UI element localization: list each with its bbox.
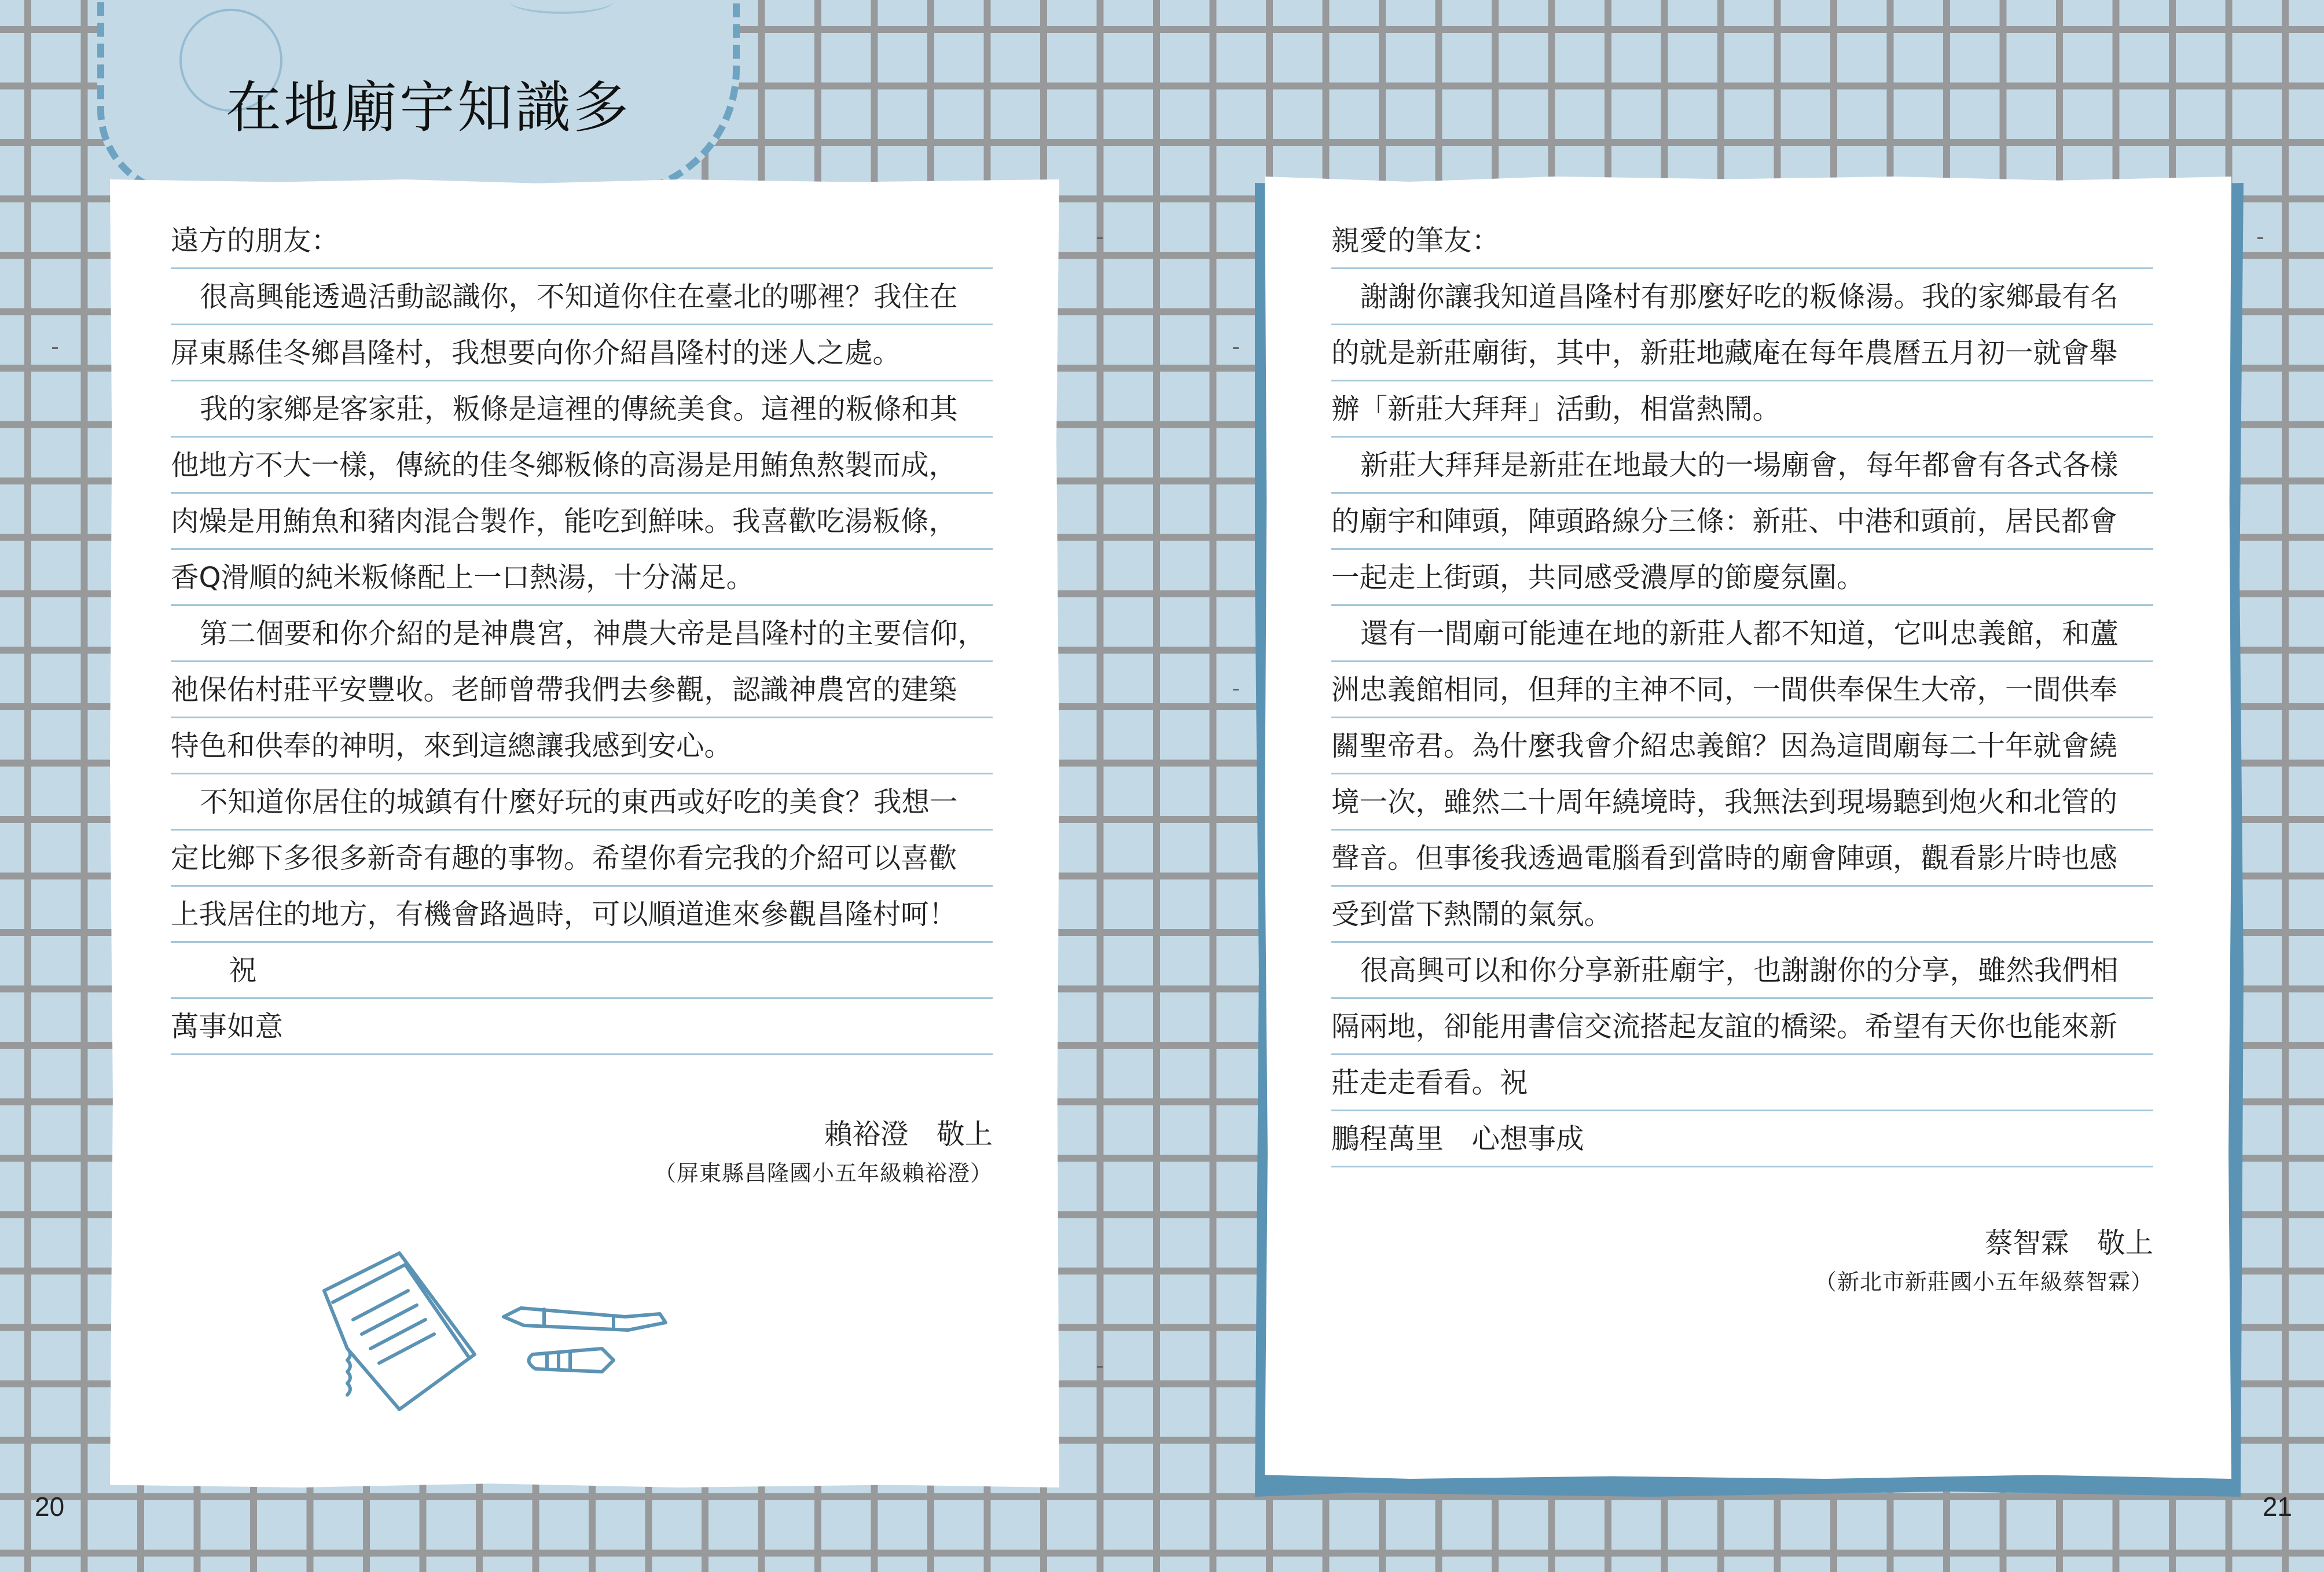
letter-line: 洲忠義館相同，但拜的主神不同，一間供奉保生大帝，一間供奉: [1331, 662, 2153, 718]
letter-line: 的就是新莊廟街，其中，新莊地藏庵在每年農曆五月初一就會舉: [1331, 325, 2153, 381]
page-number-left: 20: [35, 1492, 65, 1522]
signature-right-school: （新北市新莊國小五年級蔡智霖）: [1814, 1269, 2153, 1295]
letter-line: 特色和供奉的神明，來到這總讓我感到安心。: [171, 718, 993, 774]
letter-line: 很高興能透過活動認識你，不知道你住在臺北的哪裡？我住在: [171, 269, 993, 325]
margin-mark: [1233, 689, 1239, 690]
letter-line: 的廟宇和陣頭，陣頭路線分三條：新莊、中港和頭前，居民都會: [1331, 494, 2153, 550]
letter-line: 肉燥是用鮪魚和豬肉混合製作，能吃到鮮味。我喜歡吃湯粄條，: [171, 494, 993, 550]
letter-line: 第二個要和你介紹的是神農宮，神農大帝是昌隆村的主要信仰，: [171, 606, 993, 662]
letter-line: 香Q滑順的純米粄條配上一口熱湯，十分滿足。: [171, 550, 993, 606]
letter-line: 他地方不大一樣，傳統的佳冬鄉粄條的高湯是用鮪魚熬製而成，: [171, 438, 993, 494]
letter-line: 謝謝你讓我知道昌隆村有那麼好吃的粄條湯。我的家鄉最有名: [1331, 269, 2153, 325]
margin-mark: [1097, 237, 1103, 239]
letter-line: 隔兩地，卻能用書信交流搭起友誼的橋梁。希望有天你也能來新: [1331, 999, 2153, 1055]
letter-line: 遠方的朋友：: [171, 213, 993, 269]
signature-left: [654, 1111, 993, 1187]
margin-mark: [1233, 347, 1239, 349]
notepad-pen-illustration: [313, 1239, 695, 1435]
letter-right-body: [1331, 213, 2153, 1167]
page-title: 在地廟宇知識多: [226, 75, 631, 140]
swirl-decoration-2: [509, 0, 614, 14]
letter-line: 關聖帝君。為什麼我會介紹忠義館？因為這間廟每二十年就會繞: [1331, 718, 2153, 774]
letter-line: 不知道你居住的城鎮有什麼好玩的東西或好吃的美食？我想一: [171, 774, 993, 831]
letter-line: 境一次，雖然二十周年繞境時，我無法到現場聽到炮火和北管的: [1331, 774, 2153, 831]
letter-line: 還有一間廟可能連在地的新莊人都不知道，它叫忠義館，和蘆: [1331, 606, 2153, 662]
letter-line: 一起走上街頭，共同感受濃厚的節慶氛圍。: [1331, 550, 2153, 606]
margin-mark: [52, 347, 58, 349]
letter-line: 祂保佑村莊平安豐收。老師曾帶我們去參觀，認識神農宮的建築: [171, 662, 993, 718]
page-number-right: 21: [2262, 1492, 2292, 1522]
signature-left-name: 賴裕澄 敬上: [824, 1118, 993, 1151]
letter-left-body: [171, 213, 993, 1055]
notepad-icon: [324, 1253, 475, 1409]
letter-line: 鵬程萬里 心想事成: [1331, 1111, 2153, 1167]
letter-line: 辦「新莊大拜拜」活動，相當熱鬧。: [1331, 381, 2153, 438]
letter-line: 屏東縣佳冬鄉昌隆村，我想要向你介紹昌隆村的迷人之處。: [171, 325, 993, 381]
letter-line: 定比鄉下多很多新奇有趣的事物。希望你看完我的介紹可以喜歡: [171, 831, 993, 887]
margin-mark: [2257, 237, 2263, 239]
letter-line: 受到當下熱鬧的氣氛。: [1331, 887, 2153, 943]
letter-line: 聲音。但事後我透過電腦看到當時的廟會陣頭，觀看影片時也感: [1331, 831, 2153, 887]
signature-right: [1815, 1220, 2153, 1296]
margin-mark: [1097, 1366, 1103, 1368]
letter-line: 上我居住的地方，有機會路過時，可以順道進來參觀昌隆村呵！: [171, 887, 993, 943]
letter-line: 祝: [171, 943, 993, 999]
pen-icon: [504, 1308, 666, 1372]
letter-line: 萬事如意: [171, 999, 993, 1055]
letter-line: 親愛的筆友：: [1331, 213, 2153, 269]
letter-line: 莊走走看看。祝: [1331, 1055, 2153, 1111]
letter-line: 新莊大拜拜是新莊在地最大的一場廟會，每年都會有各式各樣: [1331, 438, 2153, 494]
letter-line: 我的家鄉是客家莊，粄條是這裡的傳統美食。這裡的粄條和其: [171, 381, 993, 438]
signature-left-school: （屏東縣昌隆國小五年級賴裕澄）: [653, 1160, 993, 1186]
signature-right-name: 蔡智霖 敬上: [1984, 1227, 2153, 1259]
letter-line: 很高興可以和你分享新莊廟宇，也謝謝你的分享，雖然我們相: [1331, 943, 2153, 999]
